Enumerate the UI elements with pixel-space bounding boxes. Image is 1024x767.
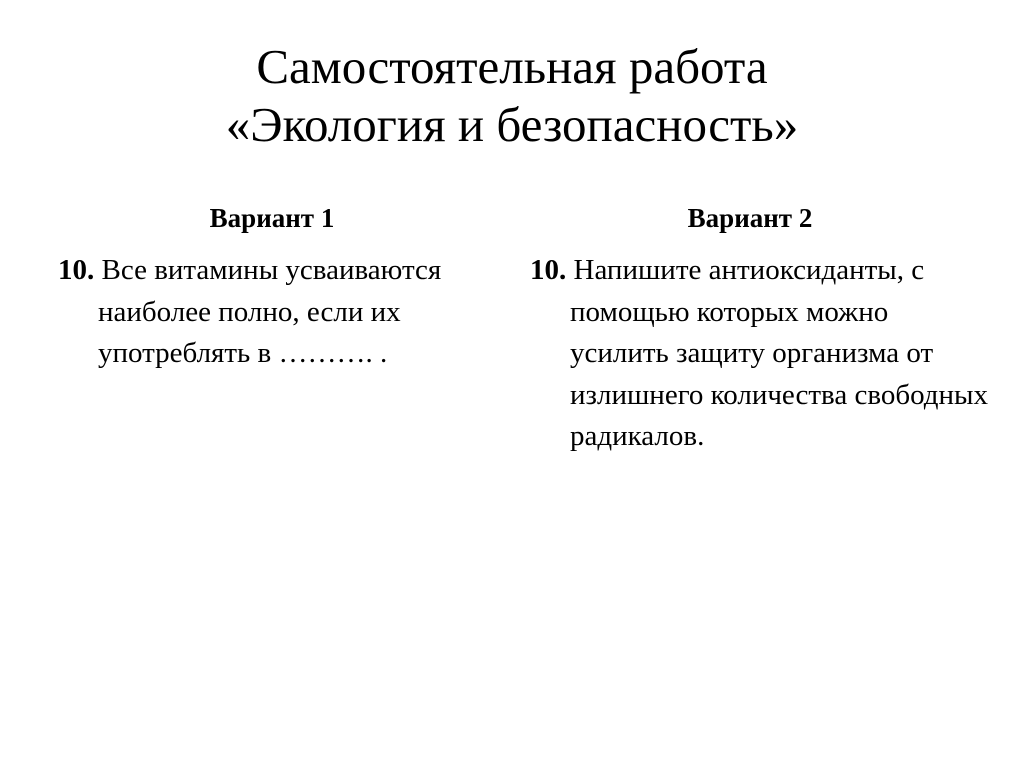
variant-2-question [530,250,990,458]
title-line-1: Самостоятельная работа [256,39,768,94]
variant-1-heading: Вариант 1 [209,203,335,233]
variant-2-question-text: Напишите антиоксиданты, с помощью которых можно усилить защиту организма от излишнего количества свободных радикалов. [570,254,989,452]
title-line-2: «Экология и безопасность» [225,97,799,152]
variant-1-question [58,250,498,375]
variant-2-heading: Вариант 2 [687,203,813,233]
variant-2-column [530,198,990,458]
variant-1-question-number: 10. [58,254,95,286]
variant-1-column [58,198,498,375]
slide-title [0,38,1024,154]
variant-1-question-text: Все витамины усваиваются наиболее полно, если их употреблять в ………. . [98,254,442,369]
variant-2-question-number: 10. [530,254,567,286]
